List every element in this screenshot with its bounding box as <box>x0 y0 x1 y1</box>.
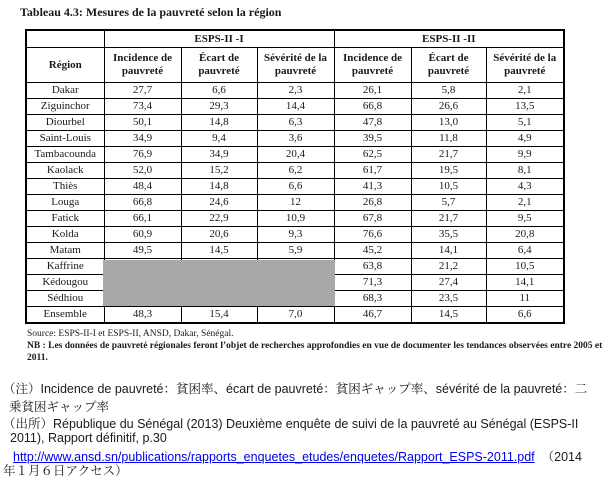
value-cell: 20,8 <box>486 227 564 243</box>
value-cell: 9,3 <box>257 227 334 243</box>
value-cell: 63,8 <box>334 259 411 275</box>
value-cell: 14,5 <box>181 243 257 259</box>
value-cell: 2,1 <box>486 83 564 99</box>
region-cell: Dakar <box>26 83 104 99</box>
value-cell: 12 <box>257 195 334 211</box>
ja-note-line2: 乗貧困ギャップ率 <box>9 400 110 414</box>
value-cell: 9,4 <box>181 131 257 147</box>
value-cell: 26,6 <box>411 99 486 115</box>
value-cell: 48,4 <box>104 179 181 195</box>
value-cell <box>104 291 181 307</box>
value-cell: 27,4 <box>411 275 486 291</box>
table-row <box>26 227 564 243</box>
value-cell: 41,3 <box>334 179 411 195</box>
region-cell: Kaffrine <box>26 259 104 275</box>
region-cell: Tambacounda <box>26 147 104 163</box>
value-cell: 29,3 <box>181 99 257 115</box>
ja-note-line1: （注）Incidence de pauvreté：貧困率、écart de pauvreté：貧困ギャップ率、sévérité de la pauvreté：二 <box>3 382 588 396</box>
access-date-part2: 年１月６日アクセス） <box>3 464 128 478</box>
value-cell: 10,5 <box>486 259 564 275</box>
value-cell: 6,2 <box>257 163 334 179</box>
value-cell: 10,9 <box>257 211 334 227</box>
col-header-severite-1: Sévérité de la pauvreté <box>257 48 334 83</box>
nb-note: NB : Les données de pauvreté régionales feront l’objet de recherches approfondies en vue de documenter les tendances observées entre 2005 et 2011. <box>27 341 603 363</box>
col-header-region: Région <box>26 48 104 83</box>
value-cell: 4,3 <box>486 179 564 195</box>
value-cell: 68,3 <box>334 291 411 307</box>
value-cell: 2,3 <box>257 83 334 99</box>
value-cell: 13,0 <box>411 115 486 131</box>
region-cell: Kolda <box>26 227 104 243</box>
value-cell <box>181 275 257 291</box>
value-cell: 66,1 <box>104 211 181 227</box>
value-cell: 10,5 <box>411 179 486 195</box>
value-cell: 62,5 <box>334 147 411 163</box>
col-header-severite-2: Sévérité de la pauvreté <box>486 48 564 83</box>
value-cell: 71,3 <box>334 275 411 291</box>
value-cell: 21,7 <box>411 211 486 227</box>
value-cell: 34,9 <box>181 147 257 163</box>
value-cell: 11 <box>486 291 564 307</box>
value-cell: 9,9 <box>486 147 564 163</box>
value-cell: 14,4 <box>257 99 334 115</box>
col-header-incidence-1: Incidence de pauvreté <box>104 48 181 83</box>
region-cell: Kaolack <box>26 163 104 179</box>
value-cell: 35,5 <box>411 227 486 243</box>
table-row <box>26 115 564 131</box>
value-cell: 11,8 <box>411 131 486 147</box>
value-cell: 20,4 <box>257 147 334 163</box>
value-cell: 6,6 <box>181 83 257 99</box>
value-cell: 46,7 <box>334 307 411 324</box>
value-cell: 60,9 <box>104 227 181 243</box>
region-cell: Louga <box>26 195 104 211</box>
source-note: Source: ESPS-II-I et ESPS-II, ANSD, Dakar, Sénégal. <box>27 329 234 339</box>
value-cell: 14,8 <box>181 115 257 131</box>
value-cell: 14,1 <box>486 275 564 291</box>
value-cell: 39,5 <box>334 131 411 147</box>
value-cell: 23,5 <box>411 291 486 307</box>
table-row <box>26 275 564 291</box>
region-cell: Thiès <box>26 179 104 195</box>
value-cell: 19,5 <box>411 163 486 179</box>
value-cell: 14,5 <box>411 307 486 324</box>
value-cell: 2,1 <box>486 195 564 211</box>
value-cell: 34,9 <box>104 131 181 147</box>
col-header-incidence-2: Incidence de pauvreté <box>334 48 411 83</box>
value-cell <box>181 259 257 275</box>
value-cell <box>104 275 181 291</box>
value-cell: 21,2 <box>411 259 486 275</box>
table-row <box>26 243 564 259</box>
ja-source-line2: 2011), Rapport définitif, p.30 <box>10 431 167 445</box>
table-row <box>26 291 564 307</box>
value-cell: 7,0 <box>257 307 334 324</box>
region-cell: Kédougou <box>26 275 104 291</box>
value-cell: 8,1 <box>486 163 564 179</box>
value-cell: 26,1 <box>334 83 411 99</box>
value-cell: 14,8 <box>181 179 257 195</box>
table-row <box>26 83 564 99</box>
region-cell: Fatick <box>26 211 104 227</box>
table-row <box>26 259 564 275</box>
poverty-table <box>25 29 565 324</box>
value-cell: 5,8 <box>411 83 486 99</box>
value-cell: 22,9 <box>181 211 257 227</box>
region-cell: Diourbel <box>26 115 104 131</box>
value-cell: 5,7 <box>411 195 486 211</box>
value-cell: 5,9 <box>257 243 334 259</box>
value-cell: 47,8 <box>334 115 411 131</box>
table-row <box>26 179 564 195</box>
col-header-ecart-1: Écart de pauvreté <box>181 48 257 83</box>
value-cell: 52,0 <box>104 163 181 179</box>
group-header-esps2: ESPS-II -II <box>334 30 564 48</box>
region-cell: Ziguinchor <box>26 99 104 115</box>
value-cell <box>257 291 334 307</box>
value-cell <box>181 291 257 307</box>
group-header-esps1: ESPS-II -I <box>104 30 334 48</box>
value-cell: 67,8 <box>334 211 411 227</box>
group-header-row <box>26 30 564 48</box>
region-cell: Ensemble <box>26 307 104 324</box>
value-cell: 76,9 <box>104 147 181 163</box>
table-title: Tableau 4.3: Mesures de la pauvreté selon la région <box>20 5 282 19</box>
value-cell: 14,1 <box>411 243 486 259</box>
value-cell: 50,1 <box>104 115 181 131</box>
value-cell: 49,5 <box>104 243 181 259</box>
value-cell: 3,6 <box>257 131 334 147</box>
value-cell: 20,6 <box>181 227 257 243</box>
column-header-row <box>26 48 564 83</box>
value-cell: 66,8 <box>104 195 181 211</box>
value-cell: 13,5 <box>486 99 564 115</box>
table-wrap <box>25 29 565 324</box>
value-cell <box>257 259 334 275</box>
region-cell: Sédhiou <box>26 291 104 307</box>
ja-source-line1: （出所）République du Sénégal (2013) Deuxième enquête de suivi de la pauvreté au Sénégal (ESPS-II <box>3 417 579 431</box>
col-header-ecart-2: Écart de pauvreté <box>411 48 486 83</box>
table-row <box>26 99 564 115</box>
value-cell: 6,6 <box>486 307 564 324</box>
value-cell: 15,2 <box>181 163 257 179</box>
value-cell: 4,9 <box>486 131 564 147</box>
value-cell: 6,3 <box>257 115 334 131</box>
value-cell: 6,6 <box>257 179 334 195</box>
table-row <box>26 147 564 163</box>
region-cell: Saint-Louis <box>26 131 104 147</box>
table-row <box>26 211 564 227</box>
value-cell: 24,6 <box>181 195 257 211</box>
value-cell: 76,6 <box>334 227 411 243</box>
table-row <box>26 195 564 211</box>
blank-header-cell <box>26 30 104 48</box>
value-cell: 27,7 <box>104 83 181 99</box>
table-row <box>26 163 564 179</box>
value-cell: 21,7 <box>411 147 486 163</box>
access-date-part1: （2014 <box>541 450 582 464</box>
value-cell: 61,7 <box>334 163 411 179</box>
value-cell: 45,2 <box>334 243 411 259</box>
value-cell <box>257 275 334 291</box>
table-row <box>26 131 564 147</box>
region-cell: Matam <box>26 243 104 259</box>
value-cell: 5,1 <box>486 115 564 131</box>
value-cell: 26,8 <box>334 195 411 211</box>
report-link[interactable]: http://www.ansd.sn/publications/rapports_enquetes_etudes/enquetes/Rapport_ESPS-2011.pdf <box>13 450 535 464</box>
table-row <box>26 307 564 324</box>
value-cell: 6,4 <box>486 243 564 259</box>
value-cell: 9,5 <box>486 211 564 227</box>
value-cell: 66,8 <box>334 99 411 115</box>
value-cell: 15,4 <box>181 307 257 324</box>
value-cell: 73,4 <box>104 99 181 115</box>
value-cell <box>104 259 181 275</box>
value-cell: 48,3 <box>104 307 181 324</box>
